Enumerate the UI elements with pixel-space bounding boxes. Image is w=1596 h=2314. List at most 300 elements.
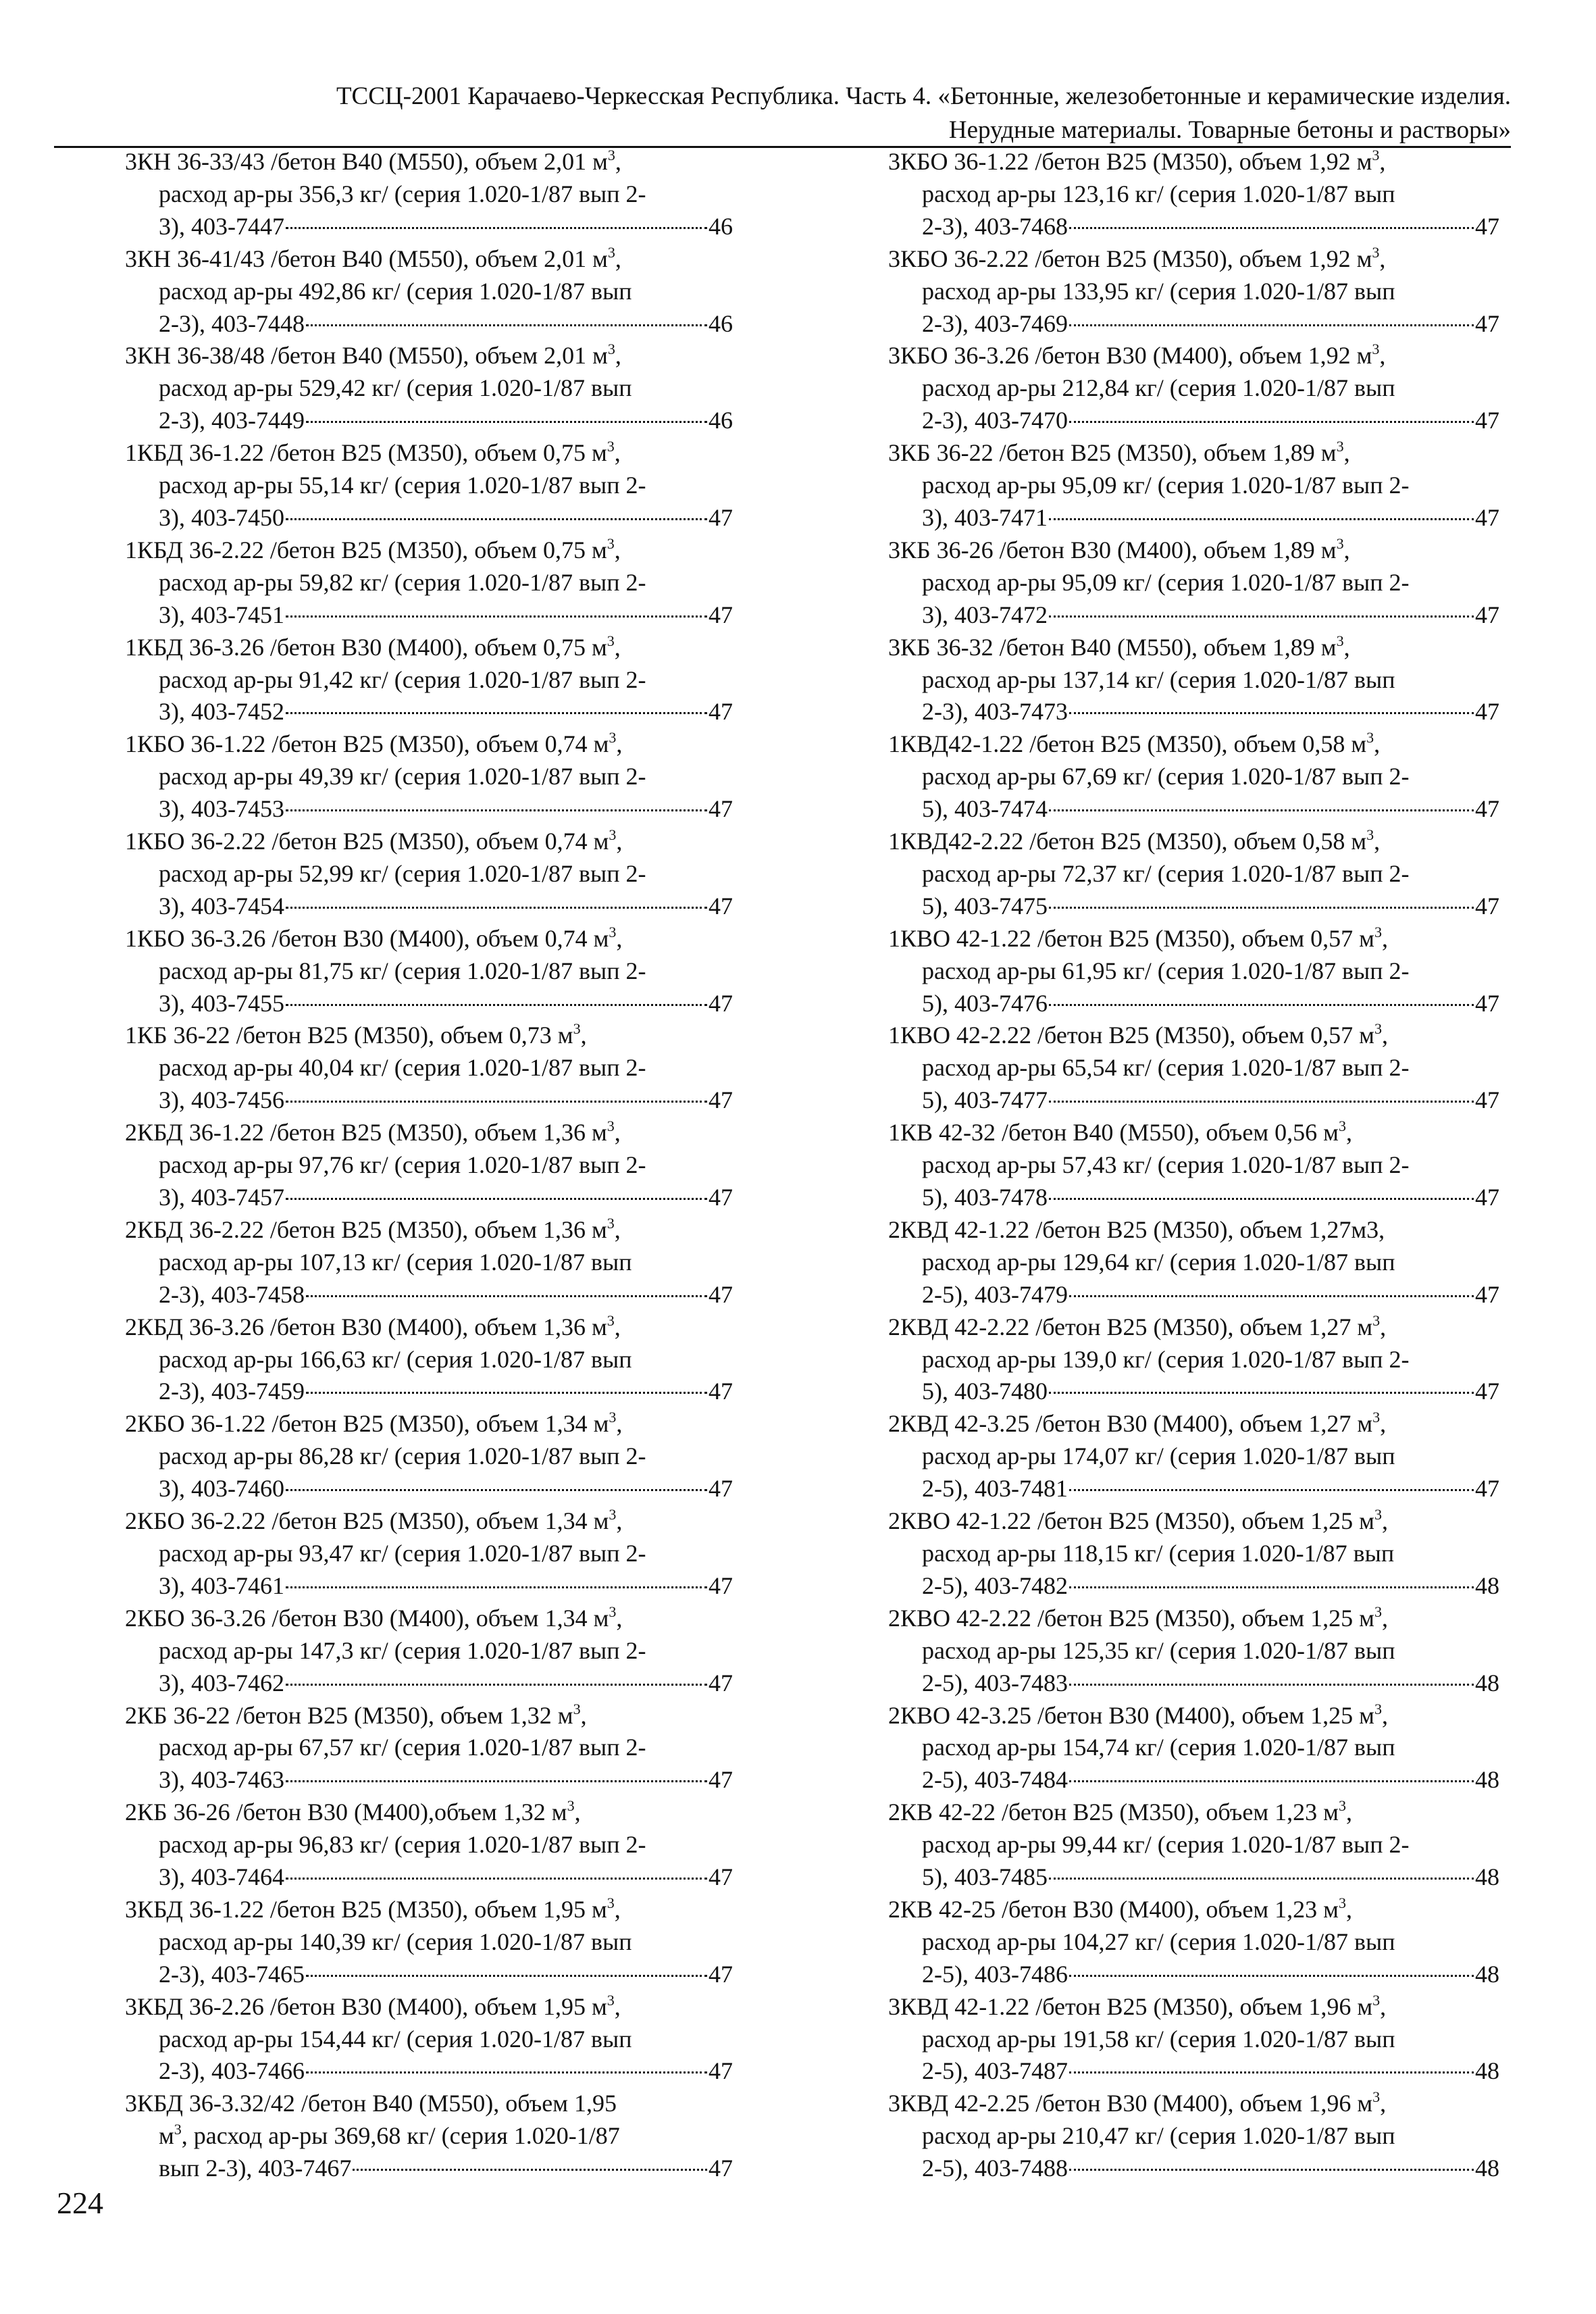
entry-line-2 bbox=[888, 761, 1499, 793]
entry-line-3 bbox=[125, 308, 733, 341]
unit-exponent: 3 bbox=[573, 1020, 581, 1038]
entry-line-1 bbox=[888, 146, 1499, 178]
index-entry bbox=[125, 1796, 733, 1894]
entry-line-1 bbox=[888, 826, 1499, 858]
entry-title: 2КБО 36-1.22 /бетон В25 (М350), объем 1,34 м bbox=[125, 1410, 609, 1438]
dot-leader bbox=[1069, 1780, 1474, 1782]
entry-code: 3), 403-7462 bbox=[159, 1669, 284, 1696]
entry-code: 2-3), 403-7465 bbox=[159, 1960, 305, 1988]
entry-title: 3КБ 36-22 /бетон В25 (М350), объем 1,89 м bbox=[888, 439, 1337, 467]
dot-leader bbox=[1049, 615, 1474, 618]
entry-title: 2КВО 42-3.25 /бетон В30 (М400), объем 1,25 м bbox=[888, 1701, 1374, 1729]
entry-code: 3), 403-7460 bbox=[159, 1475, 284, 1503]
entry-reinforcement: расход ар-ры 125,35 кг/ (серия 1.020-1/87 вып bbox=[922, 1636, 1395, 1664]
page-number: 224 bbox=[57, 2186, 103, 2220]
entry-title: 1КВД42-2.22 /бетон В25 (М350), объем 0,58 м bbox=[888, 828, 1367, 855]
unit-exponent: 3 bbox=[1374, 1603, 1382, 1620]
entry-line-3 bbox=[888, 1764, 1499, 1796]
entry-line-3 bbox=[888, 2153, 1499, 2185]
entry-line-2 bbox=[888, 1344, 1499, 1376]
entry-code: 3), 403-7455 bbox=[159, 989, 284, 1017]
entry-title: 1КВ 42-32 /бетон В40 (М550), объем 0,56 м bbox=[888, 1119, 1339, 1147]
entry-line-1 bbox=[888, 2088, 1499, 2120]
dot-leader bbox=[1069, 1684, 1474, 1686]
entry-line-2 bbox=[888, 1440, 1499, 1473]
entry-title-end: , bbox=[615, 245, 621, 272]
entry-code: 2-5), 403-7484 bbox=[922, 1766, 1068, 1794]
dot-leader bbox=[1069, 1586, 1474, 1588]
unit-exponent: 3 bbox=[1374, 923, 1382, 940]
index-entry bbox=[125, 243, 733, 341]
entry-code: 2-5), 403-7481 bbox=[922, 1475, 1068, 1503]
entry-line-3 bbox=[888, 599, 1499, 632]
dot-leader bbox=[286, 1780, 707, 1782]
entry-code: 3), 403-7453 bbox=[159, 795, 284, 823]
entry-title-end: , bbox=[1345, 1119, 1352, 1147]
entry-title: 2КБО 36-3.26 /бетон В30 (М400), объем 1,34 м bbox=[125, 1604, 609, 1632]
entry-title-end: , bbox=[1381, 1604, 1388, 1632]
entry-reinforcement: расход ар-ры 123,16 кг/ (серия 1.020-1/87 вып bbox=[922, 180, 1395, 207]
unit-exponent: 3 bbox=[1336, 632, 1344, 649]
header-line-1: ТССЦ-2001 Карачаево-Черкесская Республика. Часть 4. «Бетонные, железобетонные и керамические изделия. bbox=[336, 82, 1511, 110]
entry-page-number: 47 bbox=[709, 1571, 733, 1599]
entry-code: 3), 403-7452 bbox=[159, 698, 284, 726]
entry-line-1 bbox=[125, 534, 733, 567]
entry-line-1 bbox=[888, 728, 1499, 761]
entry-line-1 bbox=[888, 437, 1499, 470]
entry-line-3 bbox=[125, 890, 733, 923]
entry-line-3 bbox=[125, 2055, 733, 2088]
entry-line-2 bbox=[125, 1926, 733, 1959]
entry-reinforcement: расход ар-ры 137,14 кг/ (серия 1.020-1/87 вып bbox=[922, 665, 1395, 693]
dot-leader bbox=[286, 712, 707, 714]
entry-title-end: , bbox=[1380, 1992, 1387, 2020]
entry-line-2 bbox=[125, 567, 733, 599]
entry-title: 3КБД 36-3.32/42 /бетон В40 (М550), объем 1,95 bbox=[125, 2090, 617, 2117]
entry-line-3 bbox=[888, 1376, 1499, 1408]
entry-code: 5), 403-7485 bbox=[922, 1863, 1048, 1891]
entry-page-number: 47 bbox=[709, 1086, 733, 1114]
unit-exponent: 3 bbox=[609, 729, 617, 747]
entry-reinforcement: расход ар-ры 97,76 кг/ (серия 1.020-1/87 вып 2- bbox=[159, 1151, 646, 1179]
entry-line-1 bbox=[125, 1117, 733, 1149]
entry-page-number: 46 bbox=[709, 212, 733, 240]
entry-title: 3КН 36-33/43 /бетон В40 (М550), объем 2,01 м bbox=[125, 148, 608, 175]
entry-title: 3КБ 36-26 /бетон В30 (М400), объем 1,89 м bbox=[888, 536, 1337, 563]
unit-exponent: 3 bbox=[1372, 341, 1380, 358]
entry-line-2 bbox=[125, 664, 733, 697]
entry-page-number: 47 bbox=[1475, 503, 1499, 531]
unit-exponent: 3 bbox=[573, 1700, 581, 1717]
entry-reinforcement: расход ар-ры 55,14 кг/ (серия 1.020-1/87 вып 2- bbox=[159, 472, 646, 499]
entry-line-3 bbox=[125, 1570, 733, 1603]
entry-line-2 bbox=[888, 955, 1499, 988]
index-entry bbox=[125, 437, 733, 534]
index-entry bbox=[888, 1505, 1499, 1603]
dot-leader bbox=[286, 518, 707, 520]
entry-line-1 bbox=[888, 1991, 1499, 2023]
dot-leader bbox=[1069, 1975, 1474, 1977]
entry-code: 2-3), 403-7459 bbox=[159, 1378, 305, 1405]
entry-page-number: 47 bbox=[709, 1475, 733, 1503]
entry-reinforcement: расход ар-ры 81,75 кг/ (серия 1.020-1/87 вып 2- bbox=[159, 957, 646, 984]
entry-title: 1КВД42-1.22 /бетон В25 (М350), объем 0,58 м bbox=[888, 730, 1367, 758]
entry-page-number: 47 bbox=[709, 795, 733, 823]
unit-exponent: 3 bbox=[607, 1311, 615, 1329]
entry-code: 3), 403-7454 bbox=[159, 892, 284, 920]
left-column bbox=[125, 146, 733, 2185]
entry-page-number: 47 bbox=[1475, 989, 1499, 1017]
index-entry bbox=[125, 632, 733, 729]
entry-page-number: 46 bbox=[709, 407, 733, 434]
entry-line-2 bbox=[125, 955, 733, 988]
entry-line-3 bbox=[125, 793, 733, 826]
entry-title-end: , bbox=[1345, 1895, 1352, 1923]
entry-line-3 bbox=[888, 1084, 1499, 1117]
page-header bbox=[0, 80, 1511, 147]
entry-code: 2-3), 403-7448 bbox=[159, 309, 305, 337]
entry-line-3 bbox=[125, 1764, 733, 1796]
unit-exponent: 3 bbox=[607, 243, 615, 261]
entry-code: 3), 403-7471 bbox=[922, 503, 1048, 531]
entry-title-end: , bbox=[1381, 1701, 1388, 1729]
index-entry bbox=[125, 2088, 733, 2185]
entry-line-1 bbox=[888, 1796, 1499, 1829]
entry-reinforcement: расход ар-ры 59,82 кг/ (серия 1.020-1/87 вып 2- bbox=[159, 568, 646, 596]
entry-reinforcement: расход ар-ры 40,04 кг/ (серия 1.020-1/87 вып 2- bbox=[159, 1054, 646, 1082]
entry-line-3 bbox=[125, 1473, 733, 1505]
entry-line-2 bbox=[888, 2120, 1499, 2153]
entry-title: 3КБО 36-3.26 /бетон В30 (М400), объем 1,92 м bbox=[888, 342, 1372, 370]
right-column bbox=[888, 146, 1499, 2185]
entry-line-1 bbox=[888, 340, 1499, 372]
index-entry bbox=[888, 1117, 1499, 1214]
entry-line-1 bbox=[888, 1894, 1499, 1926]
entry-line-2 bbox=[125, 2023, 733, 2056]
entry-line-2 bbox=[888, 1052, 1499, 1084]
entry-page-number: 47 bbox=[709, 1378, 733, 1405]
entry-title: 2КВО 42-1.22 /бетон В25 (М350), объем 1,25 м bbox=[888, 1507, 1374, 1535]
entry-page-number: 47 bbox=[1475, 1475, 1499, 1503]
entry-line-3 bbox=[888, 988, 1499, 1020]
entry-reinforcement: расход ар-ры 492,86 кг/ (серия 1.020-1/87 вып bbox=[159, 277, 632, 305]
unit-exponent: 3 bbox=[607, 1214, 615, 1232]
entry-title-end: , bbox=[614, 1119, 621, 1147]
entry-unit: м bbox=[159, 2122, 174, 2150]
entry-line-3 bbox=[125, 211, 733, 243]
entry-line-3 bbox=[888, 502, 1499, 534]
entry-line-2 bbox=[125, 470, 733, 502]
entry-title-end: , bbox=[1380, 1410, 1387, 1438]
entry-page-number: 48 bbox=[1475, 1960, 1499, 1988]
index-entry bbox=[888, 826, 1499, 923]
unit-exponent: 3 bbox=[1372, 1311, 1381, 1329]
entry-line-3 bbox=[125, 988, 733, 1020]
entry-line-1 bbox=[125, 437, 733, 470]
unit-exponent: 3 bbox=[609, 923, 617, 940]
entry-line-1 bbox=[125, 923, 733, 955]
index-entry bbox=[888, 1991, 1499, 2088]
dot-leader bbox=[306, 324, 707, 326]
entry-title: 1КБО 36-1.22 /бетон В25 (М350), объем 0,74 м bbox=[125, 730, 609, 758]
entry-line-1 bbox=[125, 1991, 733, 2023]
entry-title: 2КБ 36-22 /бетон В25 (М350), объем 1,32 м bbox=[125, 1701, 573, 1729]
entry-title-end: , bbox=[1379, 148, 1386, 175]
dot-leader bbox=[1069, 324, 1474, 326]
entry-code: 3), 403-7456 bbox=[159, 1086, 284, 1114]
entry-page-number: 47 bbox=[1475, 309, 1499, 337]
entry-line-1 bbox=[125, 1700, 733, 1732]
entry-code: 3), 403-7461 bbox=[159, 1571, 284, 1599]
entry-line-2 bbox=[125, 1247, 733, 1279]
unit-exponent: 3 bbox=[607, 341, 615, 358]
entry-line-3 bbox=[125, 1376, 733, 1408]
entry-page-number: 48 bbox=[1475, 1669, 1499, 1696]
index-entry bbox=[888, 1603, 1499, 1700]
entry-line-3 bbox=[888, 1861, 1499, 1894]
entry-reinforcement: расход ар-ры 93,47 кг/ (серия 1.020-1/87 вып 2- bbox=[159, 1539, 646, 1567]
entry-title-end: , bbox=[1380, 1313, 1387, 1340]
entry-title-end: , bbox=[1379, 342, 1386, 370]
entry-code: 5), 403-7475 bbox=[922, 892, 1048, 920]
entry-page-number: 47 bbox=[709, 601, 733, 628]
unit-exponent: 3 bbox=[607, 1894, 615, 1911]
entry-title-end: , bbox=[616, 1410, 623, 1438]
entry-code: 2-3), 403-7449 bbox=[159, 407, 305, 434]
entry-title-end: , bbox=[1381, 1507, 1388, 1535]
index-entry bbox=[125, 1020, 733, 1117]
dot-leader bbox=[306, 2071, 707, 2073]
header-line-2: Нерудные материалы. Товарные бетоны и растворы» bbox=[948, 116, 1511, 144]
entry-reinforcement: расход ар-ры 95,09 кг/ (серия 1.020-1/87 вып 2- bbox=[922, 472, 1410, 499]
entry-title-end: , bbox=[615, 342, 621, 370]
entry-code: 2-3), 403-7470 bbox=[922, 407, 1068, 434]
entry-title: 1КВО 42-1.22 /бетон В25 (М350), объем 0,57 м bbox=[888, 924, 1374, 952]
entry-title: 3КБД 36-2.26 /бетон В30 (М400), объем 1,95 м bbox=[125, 1992, 607, 2020]
dot-leader bbox=[286, 227, 707, 229]
entry-code: 2-3), 403-7469 bbox=[922, 309, 1068, 337]
unit-exponent: 3 bbox=[607, 147, 615, 164]
unit-exponent: 3 bbox=[1338, 1894, 1346, 1911]
entry-page-number: 47 bbox=[709, 989, 733, 1017]
index-entry bbox=[888, 534, 1499, 632]
dot-leader bbox=[1069, 2169, 1474, 2171]
entry-reinforcement: расход ар-ры 67,57 кг/ (серия 1.020-1/87 вып 2- bbox=[159, 1734, 646, 1761]
entry-title: 3КВД 42-1.22 /бетон В25 (М350), объем 1,96 м bbox=[888, 1992, 1373, 2020]
entry-page-number: 47 bbox=[1475, 407, 1499, 434]
entry-reinforcement: расход ар-ры 133,95 кг/ (серия 1.020-1/87 вып bbox=[922, 277, 1395, 305]
entry-title: 2КВ 42-22 /бетон В25 (М350), объем 1,23 м bbox=[888, 1799, 1339, 1826]
index-entry bbox=[888, 728, 1499, 826]
entry-line-1 bbox=[125, 1214, 733, 1247]
entry-code: вып 2-3), 403-7467 bbox=[159, 2155, 352, 2182]
index-entry bbox=[888, 1796, 1499, 1894]
entry-title: 3КБД 36-1.22 /бетон В25 (М350), объем 1,95 м bbox=[125, 1895, 607, 1923]
entry-title: 1КБО 36-2.22 /бетон В25 (М350), объем 0,74 м bbox=[125, 828, 609, 855]
dot-leader bbox=[1069, 1295, 1474, 1297]
entry-page-number: 47 bbox=[1475, 892, 1499, 920]
entry-page-number: 47 bbox=[709, 1960, 733, 1988]
entry-line-3 bbox=[888, 890, 1499, 923]
entry-code: 3), 403-7464 bbox=[159, 1863, 284, 1891]
entry-line-3 bbox=[888, 1667, 1499, 1700]
entry-page-number: 47 bbox=[709, 1766, 733, 1794]
unit-exponent: 3 bbox=[607, 1991, 615, 2009]
entry-line-2 bbox=[125, 276, 733, 308]
entry-reinforcement: расход ар-ры 140,39 кг/ (серия 1.020-1/87 вып bbox=[159, 1928, 632, 1955]
entry-title-end: , bbox=[616, 1507, 623, 1535]
entry-page-number: 47 bbox=[709, 1669, 733, 1696]
entry-reinforcement: расход ар-ры 67,69 кг/ (серия 1.020-1/87 вып 2- bbox=[922, 763, 1410, 790]
entry-title-end: , bbox=[614, 633, 621, 661]
index-entry bbox=[125, 340, 733, 437]
entry-code: 2-3), 403-7468 bbox=[922, 212, 1068, 240]
entry-title-end: , bbox=[1343, 536, 1350, 563]
unit-exponent: 3 bbox=[1372, 1991, 1381, 2009]
dot-leader bbox=[1049, 518, 1474, 520]
index-entry bbox=[125, 826, 733, 923]
entry-line-3 bbox=[125, 1279, 733, 1311]
entry-line-1 bbox=[888, 1700, 1499, 1732]
entry-title: 2КБ 36-26 /бетон В30 (М400),объем 1,32 м bbox=[125, 1799, 567, 1826]
dot-leader bbox=[1049, 1004, 1474, 1006]
index-entry bbox=[125, 1214, 733, 1311]
entry-title-end: , bbox=[1374, 730, 1381, 758]
entry-page-number: 46 bbox=[709, 309, 733, 337]
entry-page-number: 47 bbox=[709, 2057, 733, 2085]
index-entry bbox=[888, 340, 1499, 437]
entry-line-2 bbox=[888, 664, 1499, 697]
entry-line-2 bbox=[888, 178, 1499, 211]
dot-leader bbox=[1049, 1878, 1474, 1880]
index-entry bbox=[888, 923, 1499, 1020]
entry-code: 2-5), 403-7488 bbox=[922, 2155, 1068, 2182]
entry-title: 2КБД 36-3.26 /бетон В30 (М400), объем 1,36 м bbox=[125, 1313, 607, 1340]
unit-exponent: 3 bbox=[609, 1409, 617, 1426]
unit-exponent: 3 bbox=[174, 2121, 182, 2138]
entry-code: 3), 403-7457 bbox=[159, 1184, 284, 1211]
entry-line-2 bbox=[125, 1732, 733, 1764]
dot-leader bbox=[286, 907, 707, 909]
entry-title: 2КБО 36-2.22 /бетон В25 (М350), объем 1,34 м bbox=[125, 1507, 609, 1535]
index-entry bbox=[888, 1894, 1499, 1991]
index-entry bbox=[888, 1311, 1499, 1409]
unit-exponent: 3 bbox=[1372, 1409, 1381, 1426]
entry-title: 2КБД 36-2.22 /бетон В25 (М350), объем 1,36 м bbox=[125, 1215, 607, 1243]
entry-page-number: 48 bbox=[1475, 1571, 1499, 1599]
entry-line-3 bbox=[888, 696, 1499, 728]
entry-page-number: 47 bbox=[1475, 1280, 1499, 1308]
entry-code: 2-5), 403-7479 bbox=[922, 1280, 1068, 1308]
entry-code: 3), 403-7451 bbox=[159, 601, 284, 628]
entry-line-1 bbox=[125, 1505, 733, 1538]
entry-title-end: , bbox=[616, 1604, 623, 1632]
entry-code: 2-3), 403-7458 bbox=[159, 1280, 305, 1308]
entry-reinforcement: расход ар-ры 86,28 кг/ (серия 1.020-1/87 вып 2- bbox=[159, 1442, 646, 1470]
entry-reinforcement: расход ар-ры 166,63 кг/ (серия 1.020-1/87 вып bbox=[159, 1345, 632, 1373]
entry-title: 2КВО 42-2.22 /бетон В25 (М350), объем 1,25 м bbox=[888, 1604, 1374, 1632]
entry-title: 2КВ 42-25 /бетон В30 (М400), объем 1,23 м bbox=[888, 1895, 1339, 1923]
entry-title-end: , bbox=[580, 1022, 587, 1049]
entry-title-end: , bbox=[1374, 828, 1381, 855]
entry-reinforcement: расход ар-ры 104,27 кг/ (серия 1.020-1/87 вып bbox=[922, 1928, 1395, 1955]
entry-line-2 bbox=[888, 858, 1499, 890]
entry-title-end: , bbox=[1345, 1799, 1352, 1826]
index-entry bbox=[888, 243, 1499, 341]
dot-leader bbox=[1049, 809, 1474, 811]
entry-title: 2КБД 36-1.22 /бетон В25 (М350), объем 1,36 м bbox=[125, 1119, 607, 1147]
entry-line-2 bbox=[125, 372, 733, 405]
unit-exponent: 3 bbox=[1366, 729, 1374, 747]
entry-page-number: 47 bbox=[1475, 1086, 1499, 1114]
entry-page-number: 47 bbox=[709, 503, 733, 531]
entry-reinforcement: расход ар-ры 52,99 кг/ (серия 1.020-1/87 вып 2- bbox=[159, 859, 646, 887]
entry-line-1 bbox=[125, 340, 733, 372]
entry-code: 3), 403-7447 bbox=[159, 212, 284, 240]
entry-reinforcement: расход ар-ры 99,44 кг/ (серия 1.020-1/87 вып 2- bbox=[922, 1831, 1410, 1859]
entry-title-end: , bbox=[1381, 1022, 1388, 1049]
entry-page-number: 47 bbox=[1475, 601, 1499, 628]
dot-leader bbox=[1069, 1489, 1474, 1491]
entry-code: 2-5), 403-7483 bbox=[922, 1669, 1068, 1696]
entry-line-3 bbox=[888, 1473, 1499, 1505]
entry-title: 3КН 36-38/48 /бетон В40 (М550), объем 2,01 м bbox=[125, 342, 608, 370]
entry-line-2 bbox=[125, 1149, 733, 1182]
entry-page-number: 47 bbox=[1475, 1184, 1499, 1211]
entry-reinforcement: расход ар-ры 95,09 кг/ (серия 1.020-1/87 вып 2- bbox=[922, 568, 1410, 596]
entry-reinforcement: расход ар-ры 174,07 кг/ (серия 1.020-1/87 вып bbox=[922, 1442, 1395, 1470]
entry-line-2 bbox=[125, 1829, 733, 1861]
entry-title: 1КБ 36-22 /бетон В25 (М350), объем 0,73 м bbox=[125, 1022, 573, 1049]
entry-line-3 bbox=[888, 1279, 1499, 1311]
dot-leader bbox=[286, 1101, 707, 1103]
entry-reinforcement: расход ар-ры 96,83 кг/ (серия 1.020-1/87 вып 2- bbox=[159, 1831, 646, 1859]
entry-line-3 bbox=[125, 599, 733, 632]
entry-line-1 bbox=[125, 1894, 733, 1926]
dot-leader bbox=[1069, 421, 1474, 423]
entry-title-end: , bbox=[1379, 245, 1386, 272]
entry-page-number: 47 bbox=[709, 1863, 733, 1891]
index-entry bbox=[125, 1408, 733, 1505]
entry-line-2 bbox=[888, 470, 1499, 502]
entry-line-3 bbox=[125, 1084, 733, 1117]
entry-reinforcement: расход ар-ры 49,39 кг/ (серия 1.020-1/87 вып 2- bbox=[159, 763, 646, 790]
entry-code: 3), 403-7450 bbox=[159, 503, 284, 531]
entry-line-3 bbox=[888, 1959, 1499, 1991]
entry-line-3 bbox=[888, 793, 1499, 826]
entry-line-1 bbox=[888, 1020, 1499, 1052]
entry-line-2 bbox=[888, 1149, 1499, 1182]
index-entry bbox=[125, 1700, 733, 1797]
entry-page-number: 48 bbox=[1475, 2155, 1499, 2182]
entry-line-2 bbox=[888, 1926, 1499, 1959]
dot-leader bbox=[286, 809, 707, 811]
unit-exponent: 3 bbox=[567, 1797, 575, 1815]
entry-code: 2-3), 403-7473 bbox=[922, 698, 1068, 726]
index-entry bbox=[888, 1408, 1499, 1505]
entry-line-2 bbox=[888, 1247, 1499, 1279]
entry-reinforcement: расход ар-ры 91,42 кг/ (серия 1.020-1/87 вып 2- bbox=[159, 665, 646, 693]
unit-exponent: 3 bbox=[607, 438, 615, 455]
entry-line-1 bbox=[125, 632, 733, 664]
index-entry bbox=[125, 534, 733, 632]
entry-title: 3КБ 36-32 /бетон В40 (М550), объем 1,89 м bbox=[888, 633, 1337, 661]
entry-line-2 bbox=[125, 1052, 733, 1084]
index-entry bbox=[125, 728, 733, 826]
unit-exponent: 3 bbox=[1372, 2088, 1381, 2106]
entry-line-1 bbox=[888, 1408, 1499, 1440]
entry-line-1 bbox=[888, 1603, 1499, 1635]
